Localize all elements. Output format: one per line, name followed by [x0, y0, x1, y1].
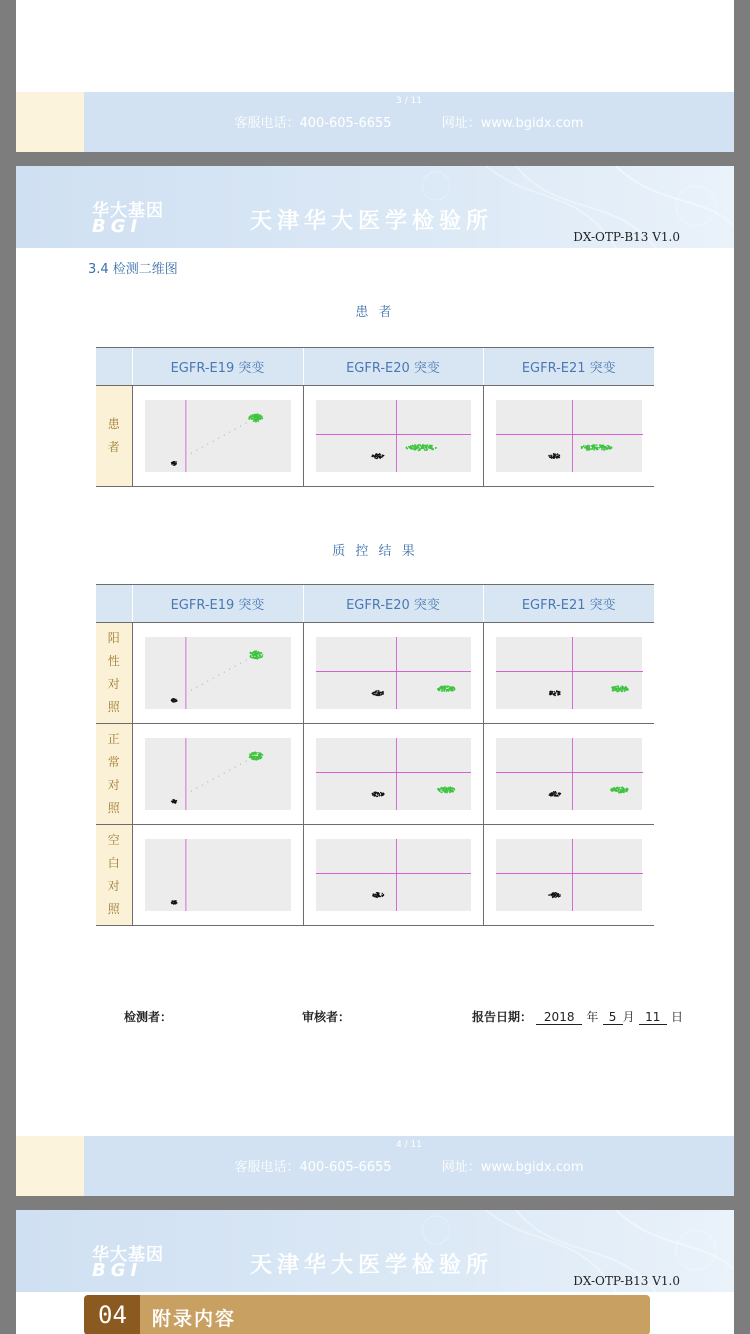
month-unit: 月: [622, 1010, 635, 1024]
droplet-plot: [496, 738, 643, 810]
appendix-title: 附录内容: [152, 1308, 237, 1330]
droplet-plot-svg: [496, 400, 643, 472]
rain-droplet: [196, 687, 197, 688]
section-title: 3.4 检测二维图: [88, 262, 178, 277]
rain-droplet: [229, 770, 230, 771]
footer-band: [84, 1136, 734, 1196]
rain-droplet: [234, 666, 235, 667]
rain-droplet: [207, 444, 208, 445]
droplet-plot: [316, 637, 471, 709]
negative-cluster: [170, 799, 176, 804]
day-unit: 日: [670, 1010, 683, 1024]
page-number: 3 / 11: [396, 96, 422, 106]
plot-cell: [483, 386, 654, 487]
row-label-text: 阳性对照: [107, 631, 120, 714]
rain-droplet: [229, 669, 230, 670]
patient-table: [96, 347, 654, 487]
table-corner: [96, 348, 132, 386]
rain-droplet: [218, 675, 219, 676]
droplet-plot-svg: [145, 839, 291, 911]
negative-cluster: [548, 892, 561, 898]
positive-cluster: [580, 444, 612, 451]
positive-cluster: [437, 685, 455, 692]
rain-droplet: [207, 681, 208, 682]
rain-droplet: [245, 423, 246, 424]
rain-droplet: [185, 794, 186, 795]
page-5-header: [16, 1210, 734, 1292]
row-label-text: 空白对照: [107, 833, 120, 916]
rain-droplet: [240, 764, 241, 765]
reviewer-label: 审核者：: [302, 1010, 351, 1024]
rain-droplet: [240, 663, 241, 664]
positive-cluster: [436, 786, 454, 793]
negative-cluster: [170, 461, 176, 466]
rain-droplet: [229, 432, 230, 433]
date-day: 11: [639, 1010, 667, 1025]
plot-cell: [303, 724, 483, 825]
contact-info: [84, 1156, 734, 1175]
qc-table: [96, 584, 654, 926]
tester-label: 检测者：: [124, 1010, 173, 1024]
positive-cluster: [249, 650, 263, 659]
droplet-plot-svg: [496, 839, 643, 911]
rain-droplet: [245, 660, 246, 661]
droplet-plot-svg: [316, 400, 471, 472]
droplet-plot: [145, 738, 291, 810]
footer-tab: [16, 1136, 84, 1196]
date-month: 5: [603, 1010, 623, 1025]
page-number: 4 / 11: [396, 1140, 422, 1150]
plot-cell: [483, 825, 654, 926]
plot-cell: [132, 386, 303, 487]
rain-droplet: [212, 678, 213, 679]
droplet-plot-svg: [496, 637, 643, 709]
column-header: EGFR-E21 突变: [483, 348, 654, 386]
website-text: 网址：www.bgidx.com: [441, 1160, 584, 1175]
table-corner: [96, 585, 132, 623]
negative-cluster: [372, 892, 384, 898]
row-label: [96, 825, 132, 926]
phone-text: 客服电话：400-605-6655: [234, 1160, 392, 1175]
rain-droplet: [245, 761, 246, 762]
droplet-plot: [145, 637, 291, 709]
report-date: [472, 1008, 683, 1025]
negative-cluster: [371, 791, 384, 797]
rain-droplet: [185, 456, 186, 457]
document-code: DX-OTP-B13 V1.0: [573, 230, 680, 244]
droplet-plot: [496, 637, 643, 709]
droplet-plot-svg: [145, 738, 291, 810]
droplet-plot: [316, 839, 471, 911]
droplet-plot-svg: [316, 839, 471, 911]
droplet-plot-svg: [145, 400, 291, 472]
droplet-plot-svg: [145, 637, 291, 709]
appendix-banner: [84, 1295, 650, 1334]
rain-droplet: [218, 776, 219, 777]
rain-droplet: [185, 693, 186, 694]
page-4: [16, 166, 734, 1196]
rain-droplet: [218, 438, 219, 439]
footer-tab: [16, 92, 84, 152]
column-header: EGFR-E19 突变: [132, 585, 303, 623]
negative-cluster: [548, 791, 561, 797]
logo-bgi: BGI: [92, 216, 143, 237]
page-5: [16, 1210, 734, 1334]
positive-cluster: [611, 685, 629, 692]
negative-cluster: [371, 453, 384, 459]
rain-droplet: [234, 429, 235, 430]
date-label: 报告日期：: [472, 1010, 533, 1024]
droplet-plot: [316, 738, 471, 810]
droplet-plot-svg: [496, 738, 643, 810]
positive-cluster: [405, 444, 436, 451]
rain-droplet: [190, 453, 191, 454]
phone-text: 客服电话：400-605-6655: [234, 116, 392, 131]
plot-cell: [303, 623, 483, 724]
page-4-header: [16, 166, 734, 248]
plot-cell: [132, 825, 303, 926]
column-header: EGFR-E21 突变: [483, 585, 654, 623]
plot-cell: [303, 825, 483, 926]
document-code: DX-OTP-B13 V1.0: [573, 1274, 680, 1288]
row-label: [96, 386, 132, 487]
institution-name: 天津华大医学检验所: [250, 1253, 494, 1278]
contact-info: [84, 112, 734, 131]
positive-cluster: [248, 751, 263, 760]
page-3-footer: [16, 92, 734, 152]
rain-droplet: [201, 447, 202, 448]
logo-chinese: 华大基因: [92, 201, 164, 221]
plot-cell: [303, 386, 483, 487]
year-unit: 年: [586, 1010, 599, 1024]
row-label-text: 患者: [107, 417, 120, 454]
rain-droplet: [201, 785, 202, 786]
column-header: EGFR-E20 突变: [303, 585, 483, 623]
row-label-text: 正常对照: [107, 732, 120, 815]
rain-droplet: [201, 684, 202, 685]
rain-droplet: [223, 435, 224, 436]
droplet-plot: [496, 839, 643, 911]
negative-cluster: [170, 900, 177, 905]
appendix-number: 04: [98, 1301, 127, 1329]
positive-cluster: [248, 413, 263, 422]
table-row: [96, 386, 654, 487]
negative-cluster: [170, 698, 177, 703]
rain-droplet: [190, 791, 191, 792]
rain-droplet: [212, 441, 213, 442]
rain-droplet: [207, 782, 208, 783]
logo-chinese: 华大基因: [92, 1245, 164, 1265]
table-row: [96, 623, 654, 724]
droplet-plot: [145, 839, 291, 911]
row-label: [96, 724, 132, 825]
droplet-plot-svg: [316, 738, 471, 810]
logo-bgi: BGI: [92, 1260, 143, 1281]
droplet-plot: [316, 400, 471, 472]
qc-title: 质 控 结 果: [332, 544, 418, 559]
rain-droplet: [223, 672, 224, 673]
rain-droplet: [223, 773, 224, 774]
website-text: 网址：www.bgidx.com: [441, 116, 584, 131]
footer-band: [84, 92, 734, 152]
row-label: [96, 623, 132, 724]
plot-cell: [483, 724, 654, 825]
page-4-footer: [16, 1136, 734, 1196]
plot-cell: [132, 623, 303, 724]
rain-droplet: [240, 426, 241, 427]
droplet-plot: [496, 400, 643, 472]
droplet-plot-svg: [316, 637, 471, 709]
column-header: EGFR-E20 突变: [303, 348, 483, 386]
rain-droplet: [196, 450, 197, 451]
date-year: 2018: [536, 1010, 582, 1025]
rain-droplet: [212, 779, 213, 780]
negative-cluster: [548, 690, 560, 696]
negative-cluster: [371, 690, 383, 696]
rain-droplet: [196, 788, 197, 789]
column-header: EGFR-E19 突变: [132, 348, 303, 386]
table-row: [96, 724, 654, 825]
institution-name: 天津华大医学检验所: [250, 209, 494, 234]
plot-cell: [483, 623, 654, 724]
table-row: [96, 825, 654, 926]
patient-title: 患 者: [355, 305, 395, 320]
negative-cluster: [548, 453, 560, 459]
rain-droplet: [190, 690, 191, 691]
rain-droplet: [234, 767, 235, 768]
plot-cell: [132, 724, 303, 825]
positive-cluster: [610, 786, 629, 793]
droplet-plot: [145, 400, 291, 472]
page-3: [16, 0, 734, 152]
